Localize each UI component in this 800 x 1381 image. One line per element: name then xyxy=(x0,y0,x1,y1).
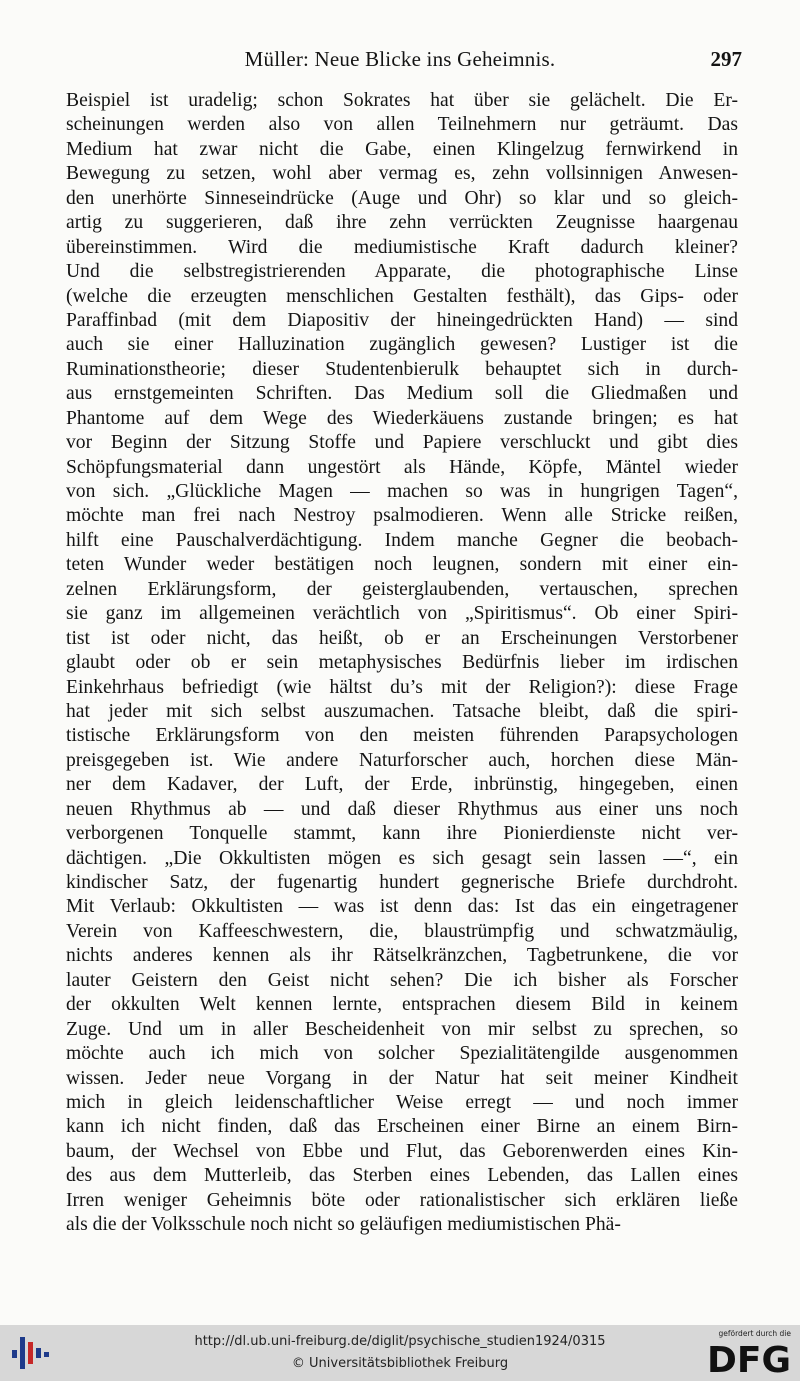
text-line: lauter Geistern den Geist nicht sehen? Die ich bisher als Forscher xyxy=(66,969,738,991)
text-line: nichts anderes kennen als ihr Rätselkränzchen, Tagbetrunkene, die vor xyxy=(66,945,738,967)
text-line: übereinstimmen. Wird die mediumistische Kraft dadurch kleiner? xyxy=(66,236,738,258)
running-title: Müller: Neue Blicke ins Geheimnis. xyxy=(244,47,556,71)
copyright-notice: © Universitätsbibliothek Freiburg xyxy=(291,1356,509,1371)
dfg-logo-icon xyxy=(707,1339,791,1377)
text-line: Paraffinbad (mit dem Diapositiv der hineingedrückten Hand) — sind xyxy=(66,309,738,331)
text-line: Zuge. Und um in aller Bescheidenheit von mir selbst zu sprechen, so xyxy=(66,1018,738,1040)
text-line: aus ernstgemeinten Schriften. Das Medium soll die Gliedmaßen und xyxy=(66,383,738,405)
text-line: Beispiel ist uradelig; schon Sokrates hat über sie gelächelt. Die Er- xyxy=(66,90,738,111)
text-line: hilft eine Pauschalverdächtigung. Indem manche Gegner die beobach- xyxy=(66,529,738,551)
text-line: wissen. Jeder neue Vorgang in der Natur hat seit meiner Kindheit xyxy=(66,1067,738,1089)
text-line: möchte man frei nach Nestroy psalmodieren. Wenn alle Stricke reißen, xyxy=(66,505,738,527)
text-line: des aus dem Mutterleib, das Sterben eines Lebenden, das Lallen eines xyxy=(66,1165,738,1187)
text-line: kann ich nicht finden, daß das Erscheinen einer Birne an einem Birn- xyxy=(66,1116,738,1138)
footer-bar xyxy=(0,1325,800,1381)
text-line: Schöpfungsmaterial dann ungestört als Hände, Köpfe, Mäntel wieder xyxy=(66,456,738,478)
dfg-caption: gefördert durch die xyxy=(718,1329,791,1338)
text-line: Medium hat zwar nicht die Gabe, einen Klingelzug fernwirkend in xyxy=(66,138,738,160)
text-line: kindischer Satz, der fugenartig hundert gegnerische Briefe durchdroht. xyxy=(66,872,738,893)
text-line: ner dem Kadaver, der Luft, der Erde, inbrünstig, hingegeben, einen xyxy=(66,774,738,796)
text-line: sie ganz im allgemeinen verächtlich von „Spiritismus“. Ob einer Spiri- xyxy=(66,603,738,625)
text-line: Und die selbstregistrierenden Apparate, die photographische Linse xyxy=(66,261,738,283)
text-line: Einkehrhaus befriedigt (wie hältst du’s mit der Religion?): diese Frage xyxy=(66,676,738,698)
text-line: der okkulten Welt kennen lernte, entsprachen diesem Bild in keinem xyxy=(66,994,738,1016)
text-line: Irren weniger Geheimnis böte oder rationalistischer sich erklären ließe xyxy=(66,1189,738,1211)
text-line: Bewegung zu setzen, wohl aber vermag es, zehn vollsinnigen Anwesen- xyxy=(66,163,738,185)
text-line: artig zu suggerieren, daß ihre zehn verrückten Zeugnisse haargenau xyxy=(66,212,738,234)
text-line: preisgegeben ist. Wie andere Naturforscher auch, horchen diese Män- xyxy=(66,749,738,771)
text-line: als die der Volksschule noch nicht so geläufigen mediumistischen Phä- xyxy=(66,1214,621,1236)
text-line: Mit Verlaub: Okkultisten — was ist denn das: Ist das ein eingetragener xyxy=(66,896,738,918)
text-line: den unerhörte Sinneseindrücke (Auge und Ohr) so klar und so gleich- xyxy=(66,187,738,209)
text-line: verborgenen Tonquelle stammt, kann ihre Pionierdienste nicht ver- xyxy=(66,823,738,845)
text-line: dächtigen. „Die Okkultisten mögen es sich gesagt sein lassen —“, ein xyxy=(66,847,738,869)
page-number: 297 xyxy=(710,47,742,71)
dfg-logo-text: DFG xyxy=(707,1340,791,1377)
text-line: vor Beginn der Sitzung Stoffe und Papiere verschluckt und gibt dies xyxy=(66,432,738,454)
text-line: baum, der Wechsel von Ebbe und Flut, das Geborenwerden eines Kin- xyxy=(66,1140,738,1162)
text-line: tist ist oder nicht, das heißt, ob er an Erscheinungen Verstorbener xyxy=(66,627,738,649)
text-line: scheinungen werden also von allen Teilnehmern nur geträumt. Das xyxy=(66,114,738,136)
text-line: möchte auch ich mich von solcher Spezialitätengilde ausgenommen xyxy=(66,1043,738,1065)
text-line: Ruminationstheorie; dieser Studentenbierulk behauptet sich in durch- xyxy=(66,358,738,380)
body-text xyxy=(66,89,738,1238)
text-line: zelnen Erklärungsform, der geisterglaubenden, vertauschen, sprechen xyxy=(66,578,738,600)
text-line: hat jeder mit sich selbst auszumachen. Tatsache bleibt, daß die spiri- xyxy=(66,700,738,722)
permalink-url[interactable]: http://dl.ub.uni-freiburg.de/diglit/psychische_studien1924/0315 xyxy=(194,1334,606,1349)
text-line: (welche die erzeugten menschlichen Gestalten festhält), das Gips- oder xyxy=(66,285,738,307)
text-line: tistische Erklärungsform von den meisten führenden Parapsychologen xyxy=(66,725,738,747)
text-line: mich in gleich leidenschaftlicher Weise erregt — und noch immer xyxy=(66,1091,738,1113)
text-line: Verein von Kaffeeschwestern, die, blaustrümpfig und schwatzmäulig, xyxy=(66,920,738,942)
running-head xyxy=(0,47,800,75)
text-line: glaubt oder ob er sein metaphysisches Bedürfnis lieber im irdischen xyxy=(66,652,738,674)
text-line: teten Wunder weder bestätigen noch leugnen, sondern mit einer ein- xyxy=(66,554,738,576)
text-line: Phantome auf dem Wege des Wiederkäuens zustande bringen; es hat xyxy=(66,407,738,429)
text-line: auch sie einer Halluzination zugänglich gewesen? Lustiger ist die xyxy=(66,334,738,356)
text-line: von sich. „Glückliche Magen — machen so was in hungrigen Tagen“, xyxy=(66,481,738,502)
text-line: neuen Rhythmus ab — und daß dieser Rhythmus aus einer uns noch xyxy=(66,798,738,820)
